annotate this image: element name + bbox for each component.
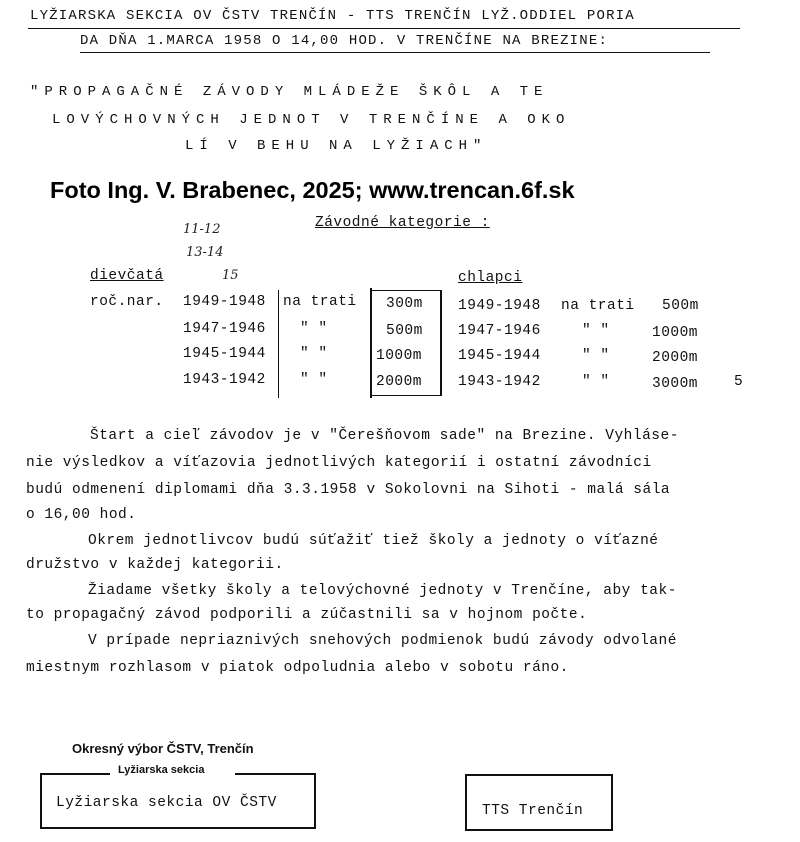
header-rule-1 [28, 28, 740, 29]
boys-row-2-years: 1947-1946 [458, 323, 541, 339]
boys-row-4-years: 1943-1942 [458, 374, 541, 390]
boys-label: chlapci [458, 270, 523, 286]
paragraph-3-line-2: to propagačný závod podporili a zúčastnili sa v hojnom počte. [26, 607, 588, 623]
boys-row-1-mid: na trati [561, 298, 635, 314]
paragraph-1-line-2: nie výsledkov a víťazovia jednotlivých kategorií i ostatní závodníci [26, 455, 652, 471]
paragraph-1-line-3: budú odmenení diplomami dňa 3.3.1958 v Sokolovni na Sihoti - malá sála [26, 482, 671, 498]
title-line-2: LOVÝCHOVNÝCH JEDNOT V TRENČÍNE A OKO [52, 112, 571, 128]
girls-table-rule-left [278, 290, 279, 398]
boys-row-2-distance: 1000m [652, 325, 699, 341]
paragraph-3-line-1: Žiadame všetky školy a telovýchovné jednoty v Trenčíne, aby tak- [88, 583, 677, 599]
boys-row-1-years: 1949-1948 [458, 298, 541, 314]
girls-row-3-distance: 1000m [376, 348, 423, 364]
boys-row-4-mid: " " [582, 374, 610, 390]
photo-credit-banner: Foto Ing. V. Brabenec, 2025; www.trencan.6f.sk [50, 177, 575, 203]
stamp-section: Lyžiarska sekcia [118, 764, 205, 776]
boys-row-1-distance: 500m [662, 298, 699, 314]
stamp-committee: Okresný výbor ČSTV, Trenčín [72, 741, 254, 756]
birth-year-label: roč.nar. [90, 294, 164, 310]
girls-row-1-years: 1949-1948 [183, 294, 266, 310]
right-signature-label: TTS Trenčín [482, 803, 584, 819]
girls-row-2-distance: 500m [386, 323, 423, 339]
girls-row-4-mid: " " [300, 372, 328, 388]
girls-row-3-years: 1945-1944 [183, 346, 266, 362]
girls-label: dievčatá [90, 268, 164, 284]
handwritten-note-3: 15 [222, 268, 243, 283]
paragraph-1-line-1: Štart a cieľ závodov je v "Čerešňovom sade" na Brezine. Vyhláse- [90, 428, 679, 444]
header-line-2: DA DŇA 1.MARCA 1958 O 14,00 HOD. V TRENČÍNE NA BREZINE: [80, 33, 609, 49]
categories-heading: Závodné kategorie : [315, 215, 490, 231]
paragraph-1-line-4: o 16,00 hod. [26, 507, 137, 523]
title-line-1: "PROPAGAČNÉ ZÁVODY MLÁDEŽE ŠKÔL A TE [30, 84, 549, 100]
girls-row-2-years: 1947-1946 [183, 321, 266, 337]
girls-table-rule-mid [370, 288, 372, 398]
boys-row-4-distance: 3000m [652, 376, 699, 392]
girls-table-rule-bottom [372, 395, 440, 396]
girls-row-3-mid: " " [300, 346, 328, 362]
title-line-3: LÍ V BEHU NA LYŽIACH" [185, 138, 488, 154]
left-box-top-left [40, 773, 110, 775]
header-rule-2 [80, 52, 710, 53]
paragraph-4-line-1: V prípade nepriaznivých snehových podmienok budú závody odvolané [88, 633, 677, 649]
paragraph-4-line-2: miestnym rozhlasom v piatok odpoludnia alebo v sobotu ráno. [26, 660, 569, 676]
girls-row-4-distance: 2000m [376, 374, 423, 390]
header-line-1: LYŽIARSKA SEKCIA OV ČSTV TRENČÍN - TTS TRENČÍN LYŽ.ODDIEL PORIA [30, 8, 635, 24]
left-box-top-right [235, 773, 314, 775]
handwritten-note-1: 11-12 [183, 222, 225, 237]
girls-table-rule-right [440, 290, 442, 396]
girls-row-1-mid: na trati [283, 294, 357, 310]
boys-row-3-distance: 2000m [652, 350, 699, 366]
girls-row-4-years: 1943-1942 [183, 372, 266, 388]
paragraph-2-line-1: Okrem jednotlivcov budú súťažiť tiež školy a jednoty o víťazné [88, 533, 659, 549]
left-signature-label: Lyžiarska sekcia OV ČSTV [56, 795, 277, 811]
margin-mark: 5 [734, 374, 744, 390]
handwritten-note-2: 13-14 [186, 245, 228, 260]
boys-row-2-mid: " " [582, 323, 610, 339]
girls-row-1-distance: 300m [386, 296, 423, 312]
girls-row-2-mid: " " [300, 321, 328, 337]
boys-row-3-years: 1945-1944 [458, 348, 541, 364]
boys-row-3-mid: " " [582, 348, 610, 364]
girls-table-rule-top [372, 290, 440, 291]
paragraph-2-line-2: družstvo v každej kategorii. [26, 557, 284, 573]
